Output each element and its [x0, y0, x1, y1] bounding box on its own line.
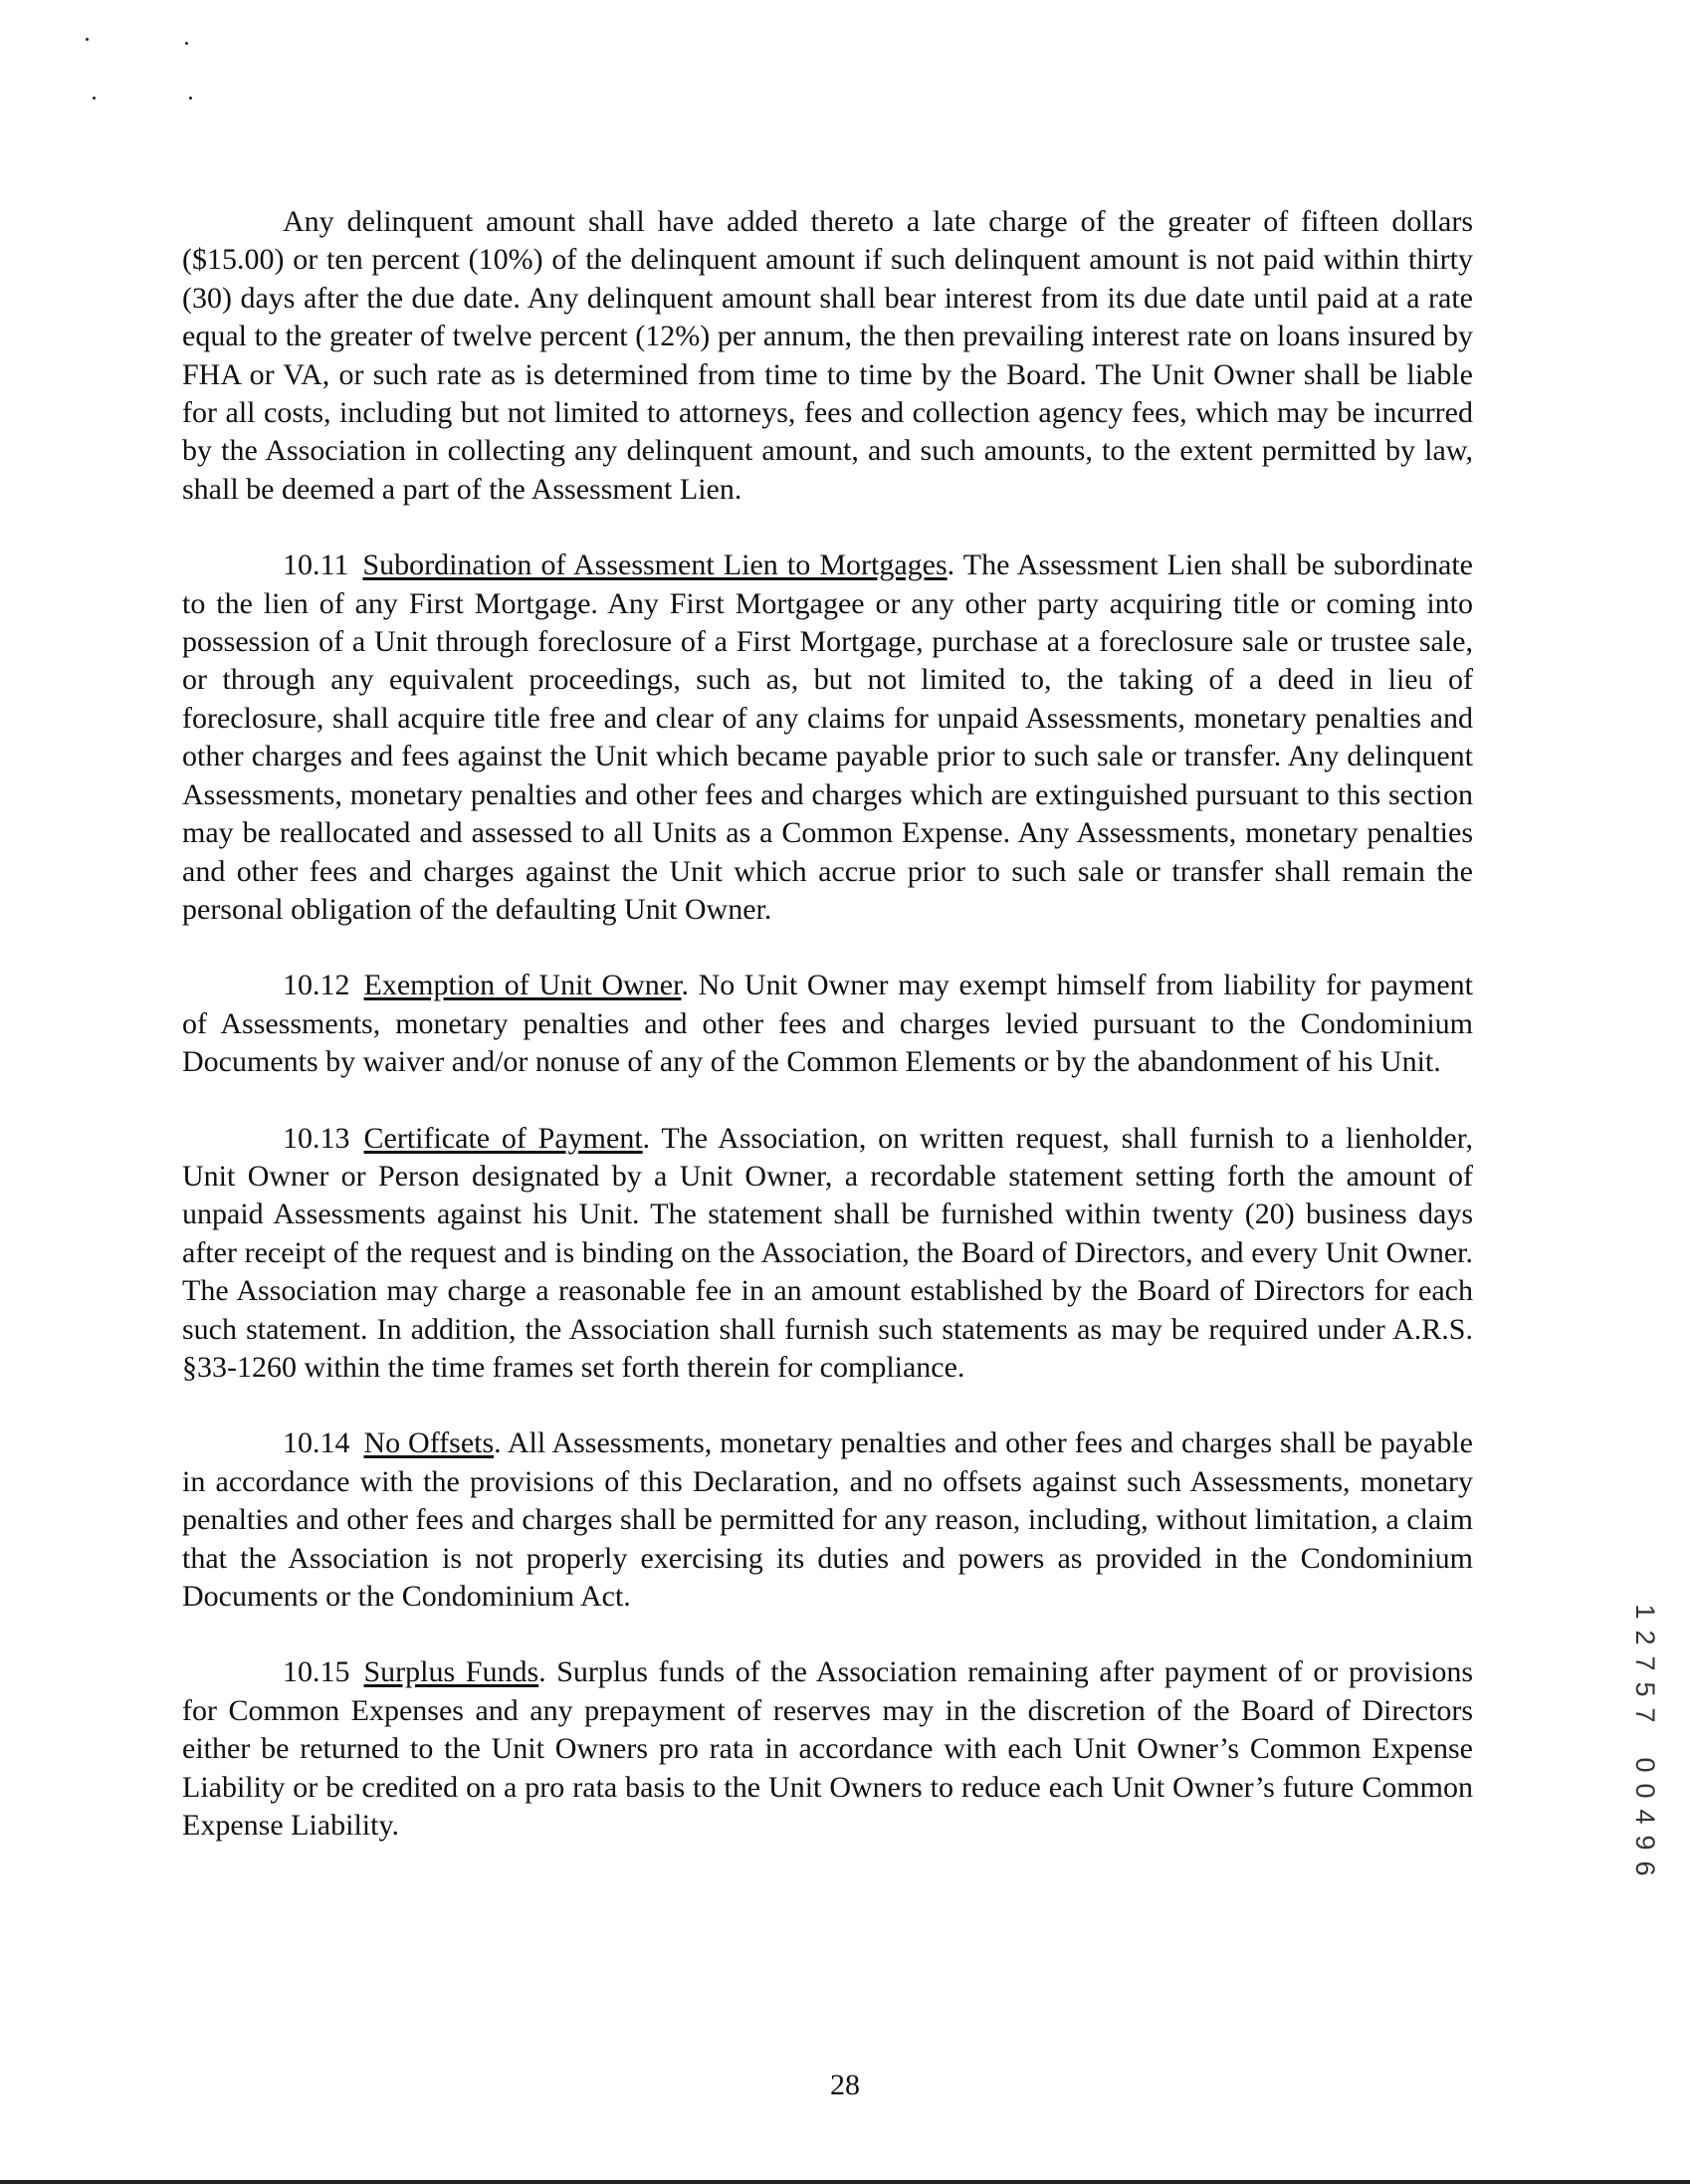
scan-speck [189, 97, 192, 100]
stamp-digit: 7 [1630, 1707, 1660, 1723]
paragraph-10-12 [182, 967, 1473, 1081]
stamp-digit: 6 [1630, 1860, 1660, 1876]
paragraph-text: Any delinquent amount shall have added thereto a late charge of the greater of fifteen dollars ($15.00) or ten percent (10%) of the delinquent amount if such delinquent amount is not paid within thirty (30) days after the due date. Any delinquent amount shall bear interest from its due date until paid at a rate equal to the greater of twelve percent (12%) per annum, the then prevailing interest rate on loans insured by FHA or VA, or such rate as is determined from time to time by the Board. The Unit Owner shall be liable for all costs, including but not limited to attorneys, fees and collection agency fees, which may be incurred by the Association in collecting any delinquent amount, and such amounts, to the extent permitted by law, shall be deemed a part of the Assessment Lien. [182, 205, 1473, 506]
section-number: 10.15 [283, 1655, 350, 1689]
stamp-digit: 9 [1630, 1835, 1660, 1851]
section-heading: Surplus Funds [363, 1655, 539, 1689]
stamp-digit: 4 [1630, 1809, 1660, 1825]
paragraph-text: . Surplus funds of the Association remaining after payment of or provisions for Common Expenses and any prepayment of reserves may in the discretion of the Board of Directors either be returned to the Unit Owners pro rata in accordance with each Unit Owner’s Common Expense Liability or be credited on a pro rata basis to the Unit Owners to reduce each Unit Owner’s future Common Expense Liability. [182, 1655, 1473, 1843]
stamp-digit: 7 [1630, 1655, 1660, 1671]
paragraph-text: . No Unit Owner may exempt himself from liability for payment of Assessments, monetary penalties and other fees and charges levied pursuant to the Condominium Documents by waiver and/or nonuse of any of the Common Elements or by the abandonment of his Unit. [182, 969, 1474, 1079]
document-body [182, 203, 1473, 1882]
paragraph-late-charge [182, 203, 1473, 509]
section-number: 10.14 [283, 1426, 350, 1460]
scan-speck [93, 97, 96, 100]
section-number: 10.13 [283, 1121, 350, 1155]
paragraph-10-14 [182, 1424, 1473, 1616]
stamp-digit: 2 [1630, 1630, 1660, 1645]
paragraph-text: . The Association, on written request, shall furnish to a lienholder, Unit Owner or Person designated by a Unit Owner, a recordable statement setting forth the amount of unpaid Assessments against his Unit. The statement shall be furnished within twenty (20) business days after receipt of the request and is binding on the Association, the Board of Directors, and every Unit Owner. The Association may charge a reasonable fee in an amount established by the Board of Directors for each such statement. In addition, the Association shall furnish such statements as may be required under A.R.S. §33-1260 within the time frames set forth therein for compliance. [182, 1121, 1473, 1384]
scan-speck [185, 42, 188, 45]
section-number: 10.11 [283, 548, 349, 582]
stamp-gap [1632, 1728, 1658, 1752]
section-number: 10.12 [283, 969, 350, 1002]
section-heading: Exemption of Unit Owner [363, 969, 682, 1002]
paragraph-text: . The Assessment Lien shall be subordinate to the lien of any First Mortgage. Any First Mortgagee or any other party acquiring title or coming into possession of a Unit through foreclosure of a First Mortgage, purchase at a foreclosure sale or trustee sale, or through any equivalent proceedings, such as, but not limited to, the taking of a deed in lieu of foreclosure, shall acquire title free and clear of any claims for unpaid Assessments, monetary penalties and other charges and fees against the Unit which became payable prior to such sale or transfer. Any delinquent Assessments, monetary penalties and other fees and charges which are extinguished pursuant to this section may be reallocated and assessed to all Units as a Common Expense. Any Assessments, monetary penalties and other fees and charges against the Unit which accrue prior to such sale or transfer shall remain the personal obligation of the defaulting Unit Owner. [182, 548, 1473, 926]
paragraph-10-11 [182, 546, 1473, 929]
section-heading: No Offsets [363, 1426, 495, 1460]
paragraph-10-15 [182, 1653, 1473, 1845]
stamp-digit: 1 [1630, 1604, 1660, 1620]
scan-bottom-edge [0, 2180, 1690, 2184]
page-number: 28 [830, 2069, 860, 2101]
stamp-digit: 0 [1630, 1783, 1660, 1799]
section-heading: Certificate of Payment [363, 1121, 643, 1155]
recording-number-stamp [1632, 1599, 1658, 1881]
paragraph-text: . All Assessments, monetary penalties and other fees and charges shall be payable in accordance with the provisions of this Declaration, and no offsets against such Assessments, monetary penalties and other fees and charges shall be permitted for any reason, including, without limitation, a claim that the Association is not properly exercising its duties and powers as provided in the Condominium Documents or the Condominium Act. [182, 1426, 1473, 1613]
stamp-digit: 0 [1630, 1757, 1660, 1773]
section-heading: Subordination of Assessment Lien to Mortgages [362, 548, 948, 582]
scan-speck [86, 38, 89, 41]
paragraph-10-13 [182, 1120, 1473, 1388]
stamp-digit: 5 [1630, 1681, 1660, 1697]
